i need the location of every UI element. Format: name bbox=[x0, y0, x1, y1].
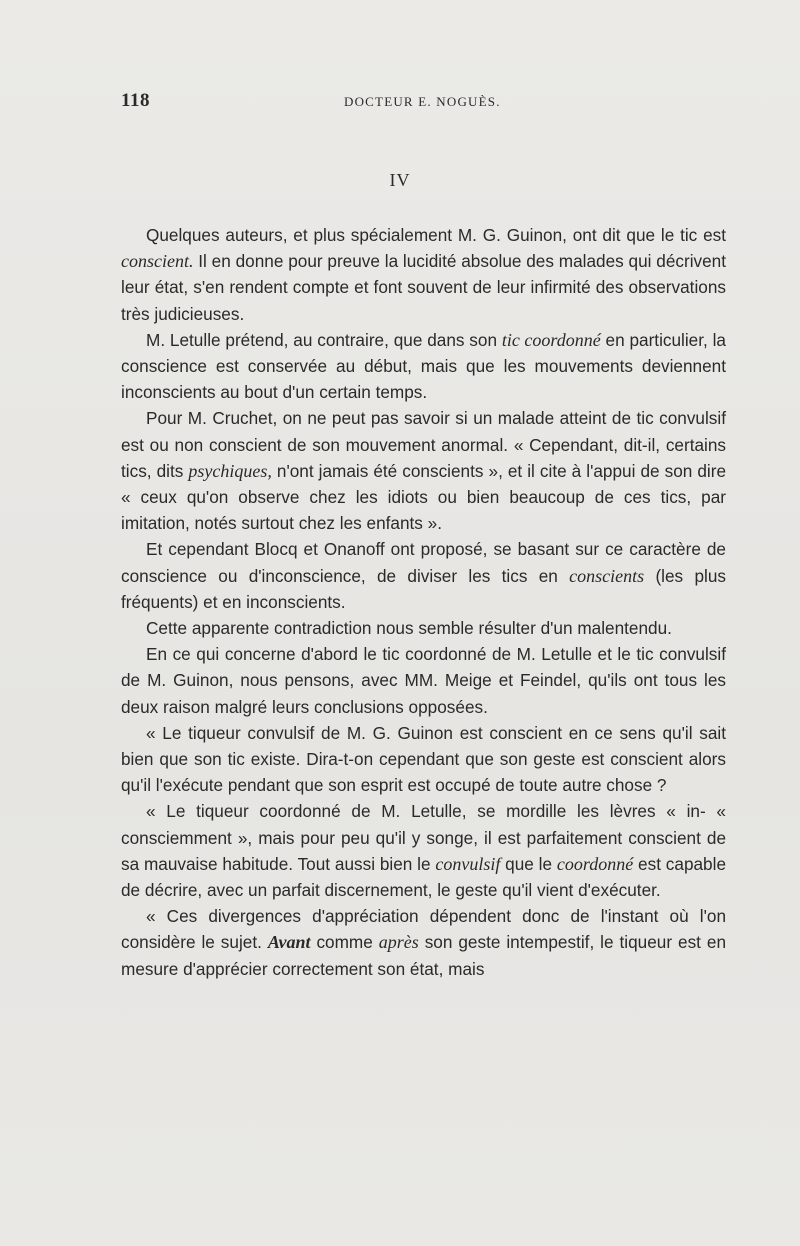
emphasis-text: coordonné bbox=[556, 853, 634, 874]
paragraph bbox=[121, 536, 726, 615]
running-head: DOCTEUR E. NOGUÈS. bbox=[344, 94, 501, 109]
page-number: 118 bbox=[121, 90, 150, 111]
emphasis-text: psychiques, bbox=[188, 460, 272, 481]
emphasis-text: conscient. bbox=[121, 251, 194, 272]
emphasis-text: tic coordonné bbox=[501, 329, 601, 350]
text-run: (les plus fréquents) et en inconscients. bbox=[121, 565, 726, 612]
paragraph bbox=[121, 798, 726, 903]
paragraph bbox=[121, 327, 726, 406]
text-run: n'ont jamais été conscients », et il cite à l'appui de son dire « ceux qu'on observe chez les idiots ou bien beaucoup de ces tics, par imitation, notés surtout chez les enfants ». bbox=[121, 460, 727, 534]
page-header bbox=[121, 90, 726, 112]
emphasis-text: après bbox=[378, 932, 419, 953]
text-run: M. Letulle prétend, au contraire, que dans son bbox=[146, 329, 502, 350]
emphasis-text: conscients bbox=[569, 565, 645, 586]
body-text bbox=[121, 222, 726, 982]
text-run: En ce qui concerne d'abord le tic coordonné de M. Letulle et le tic convulsif de M. Guinon, nous pensons, avec MM. Meige et Feindel, qu'ils ont tous les deux raison malgré leurs conclusions opposées. bbox=[121, 644, 726, 717]
text-run: « Le tiqueur coordonné de M. Letulle, se mordille les lèvres « in- « consciemment », mais pour peu qu'il y songe, il est parfaitement conscient de sa mauvaise habitude. Tout aussi bien le bbox=[121, 801, 726, 874]
section-heading: IV bbox=[389, 170, 411, 190]
text-run: Cette apparente contradiction nous semble résulter d'un malentendu. bbox=[146, 618, 672, 639]
text-run: « Ces divergences d'appréciation dépendent donc de l'instant où l'on considère le sujet. bbox=[121, 906, 726, 953]
emphasis-text: Avant bbox=[267, 932, 311, 953]
paragraph bbox=[121, 720, 726, 799]
paragraph bbox=[121, 641, 726, 720]
text-run: Quelques auteurs, et plus spécialement M. G. Guinon, ont dit que le tic est bbox=[146, 225, 726, 245]
text-run: comme bbox=[310, 932, 379, 953]
text-run: « Le tiqueur convulsif de M. G. Guinon est conscient en ce sens qu'il sait bien que son tic existe. Dira-t-on cependant que son geste est conscient alors qu'il l'exécute pendant que son esprit est occupé de toute autre chose ? bbox=[121, 722, 726, 796]
text-run: Et cependant Blocq et Onanoff ont proposé, se basant sur ce caractère de conscience ou d'inconscience, de diviser les tics en bbox=[121, 539, 726, 586]
text-run: en particulier, la conscience est conservée au début, mais que les mouvements deviennent inconscients au bout d'un certain temps. bbox=[121, 329, 726, 403]
paragraph bbox=[121, 615, 726, 641]
text-run: que le bbox=[500, 853, 557, 874]
paragraph bbox=[121, 903, 726, 982]
paragraph bbox=[121, 405, 726, 536]
paragraph bbox=[121, 222, 726, 327]
emphasis-text: convulsif bbox=[435, 853, 501, 874]
text-run: son geste intempestif, le tiqueur est en mesure d'apprécier correctement son état, mais bbox=[121, 932, 726, 979]
text-run: Il en donne pour preuve la lucidité absolue des malades qui décrivent leur état, s'en rendent compte et font souvent de leur infirmité des observations très judicieuses. bbox=[121, 251, 726, 324]
text-run: est capable de décrire, avec un parfait discernement, le geste qu'il vient d'exécuter. bbox=[121, 853, 726, 901]
text-run: Pour M. Cruchet, on ne peut pas savoir si un malade atteint de tic convulsif est ou non conscient de son mouvement anormal. « Cependant, dit-il, certains tics, dits bbox=[121, 408, 726, 481]
